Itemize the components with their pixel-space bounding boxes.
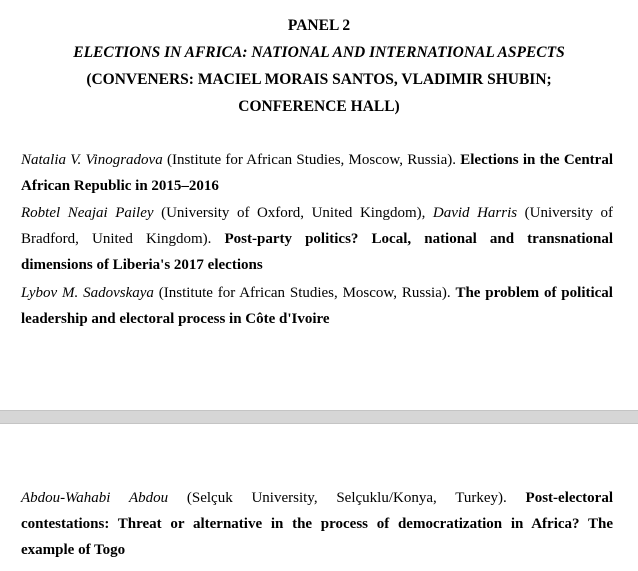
- paper-entry-1: [21, 147, 613, 199]
- panel-conveners-line-1: (CONVENERS: MACIEL MORAIS SANTOS, VLADIMIR SHUBIN;: [86, 71, 552, 88]
- paper-affiliation: (University of Oxford, United Kingdom),: [153, 205, 433, 221]
- paper-coauthor: David Harris: [432, 205, 518, 221]
- paper-author: Robtel Neajai Pailey: [21, 205, 154, 221]
- paper-author: Abdou-Wahabi Abdou: [21, 490, 169, 506]
- panel-title: ELECTIONS IN AFRICA: NATIONAL AND INTERNATIONAL ASPECTS: [73, 44, 565, 61]
- panel-number: PANEL 2: [287, 17, 351, 34]
- paper-author: Lybov M. Sadovskaya: [21, 285, 154, 301]
- paper-entry-3: [21, 280, 613, 332]
- paper-title: Elections in the Central African Republic in 2015–2016: [21, 152, 613, 194]
- paper-coauthor-affiliation: (University of Bradford, United Kingdom).: [21, 205, 613, 247]
- paper-affiliation: (Institute for African Studies, Moscow, Russia).: [162, 152, 461, 168]
- paper-title: Post-party politics? Local, national and transnational dimensions of Liberia's 2017 elections: [21, 231, 613, 273]
- paper-entry-2: [21, 200, 613, 278]
- page-separator: [0, 410, 638, 424]
- paper-author: Natalia V. Vinogradova: [21, 152, 163, 168]
- paper-title: Post-electoral contestations: Threat or alternative in the process of democratization in Africa? The example of Togo: [21, 490, 613, 558]
- panel-conveners-line-2: CONFERENCE HALL): [238, 98, 400, 115]
- paper-affiliation: (Selçuk University, Selçuklu/Konya, Turkey).: [168, 490, 526, 506]
- paper-affiliation: (Institute for African Studies, Moscow, Russia).: [153, 285, 456, 301]
- paper-entry-4: [21, 485, 613, 563]
- document-page-2: [0, 424, 638, 571]
- paper-title: The problem of political leadership and electoral process in Côte d'Ivoire: [21, 285, 613, 327]
